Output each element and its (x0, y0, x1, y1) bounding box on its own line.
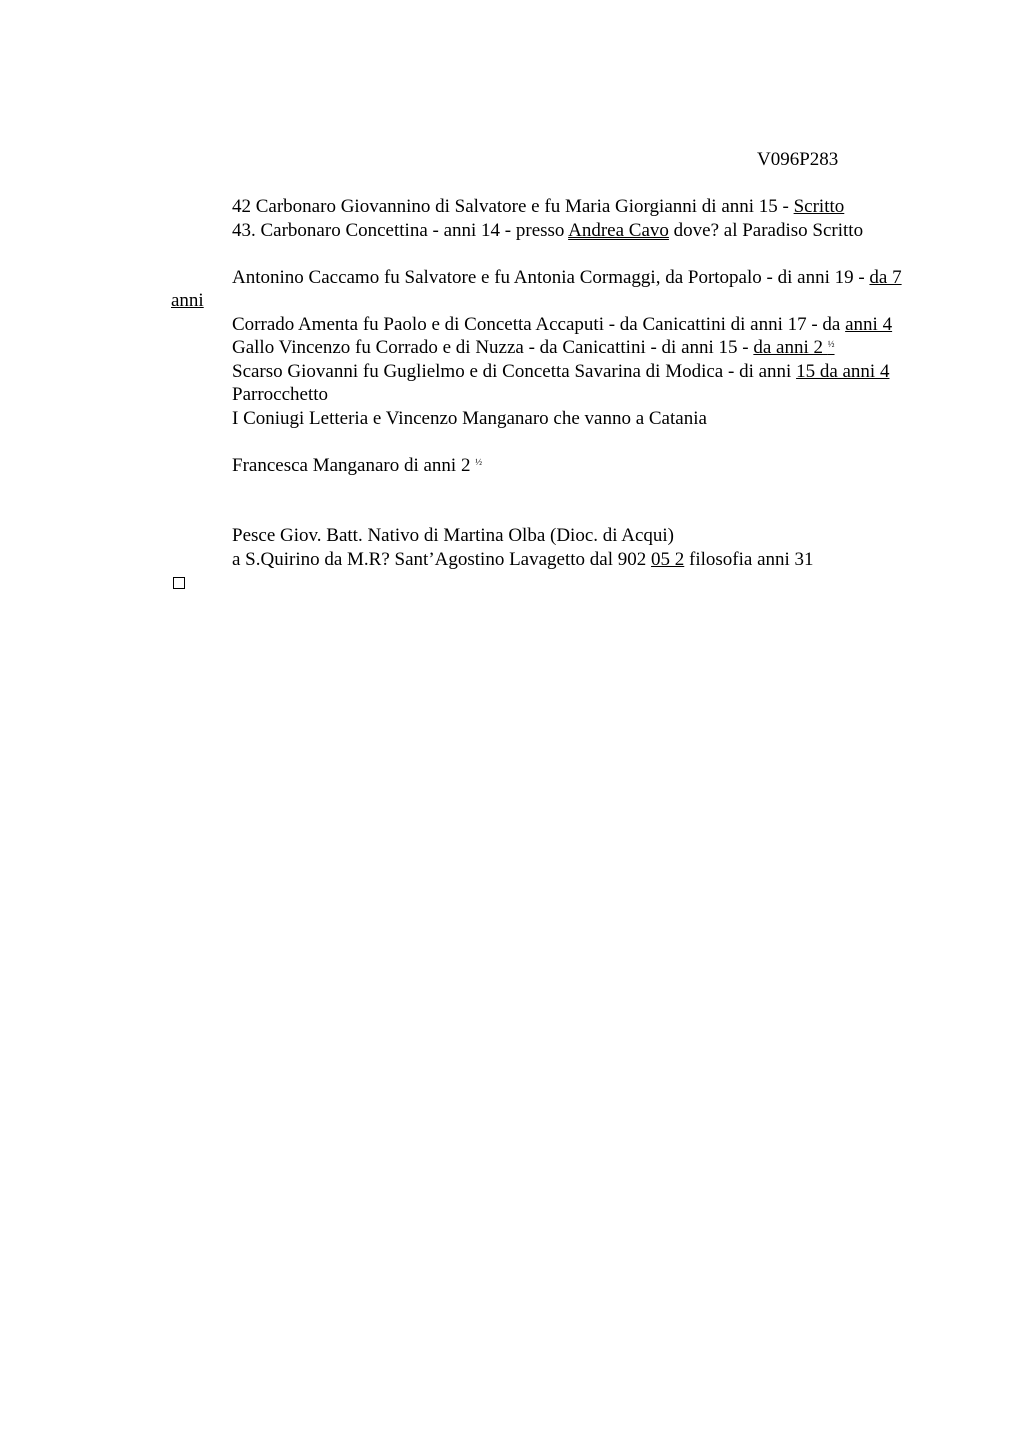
entry-quirino: a S.Quirino da M.R? Sant’Agostino Lavagetto dal 902 05 2 filosofia anni 31 (232, 548, 814, 570)
main-text-block (171, 195, 931, 596)
andrea-cavo-name: Andrea Cavo (568, 219, 669, 241)
entry-amenta: Corrado Amenta fu Paolo e di Concetta Accaputi - da Canicattini di anni 17 - da anni 4 (232, 313, 893, 335)
entry-42: 42 Carbonaro Giovannino di Salvatore e fu Maria Giorgianni di anni 15 - Scritto (232, 196, 845, 217)
checkbox-icon (173, 577, 185, 589)
entry-pesce: Pesce Giov. Batt. Nativo di Martina Olba (Dioc. di Acqui) (232, 525, 675, 546)
entry-caccamo: Antonino Caccamo fu Salvatore e fu Antonia Cormaggi, da Portopalo - di anni 19 - da 7 anni (171, 266, 902, 311)
entry-43: 43. Carbonaro Concettina - anni 14 - presso Andrea Cavo dove? al Paradiso Scritto (232, 219, 864, 241)
entry-coniugi: I Coniugi Letteria e Vincenzo Manganaro che vanno a Catania (232, 407, 707, 429)
spacer (171, 242, 931, 266)
entry-scarso: Scarso Giovanni fu Guglielmo e di Concetta Savarina di Modica - di anni 15 da anni 4 (232, 360, 890, 382)
entry-parrocchetto: Parrocchetto (232, 384, 329, 405)
spacer (171, 477, 931, 524)
half-fraction: ½ (475, 456, 482, 467)
spacer (171, 430, 931, 454)
scritto-note: Scritto (793, 196, 845, 217)
checkbox-row (171, 571, 931, 596)
entry-gallo: Gallo Vincenzo fu Corrado e di Nuzza - da Canicattini - di anni 15 - da anni 2 $^{\frac{1}{2}}$ (232, 337, 835, 358)
entry-francesca: Francesca Manganaro di anni 2 $^{\frac{1}{2}}$ (232, 454, 482, 476)
page-reference: V096P283 (757, 149, 839, 170)
half-fraction: ½ (827, 339, 835, 349)
